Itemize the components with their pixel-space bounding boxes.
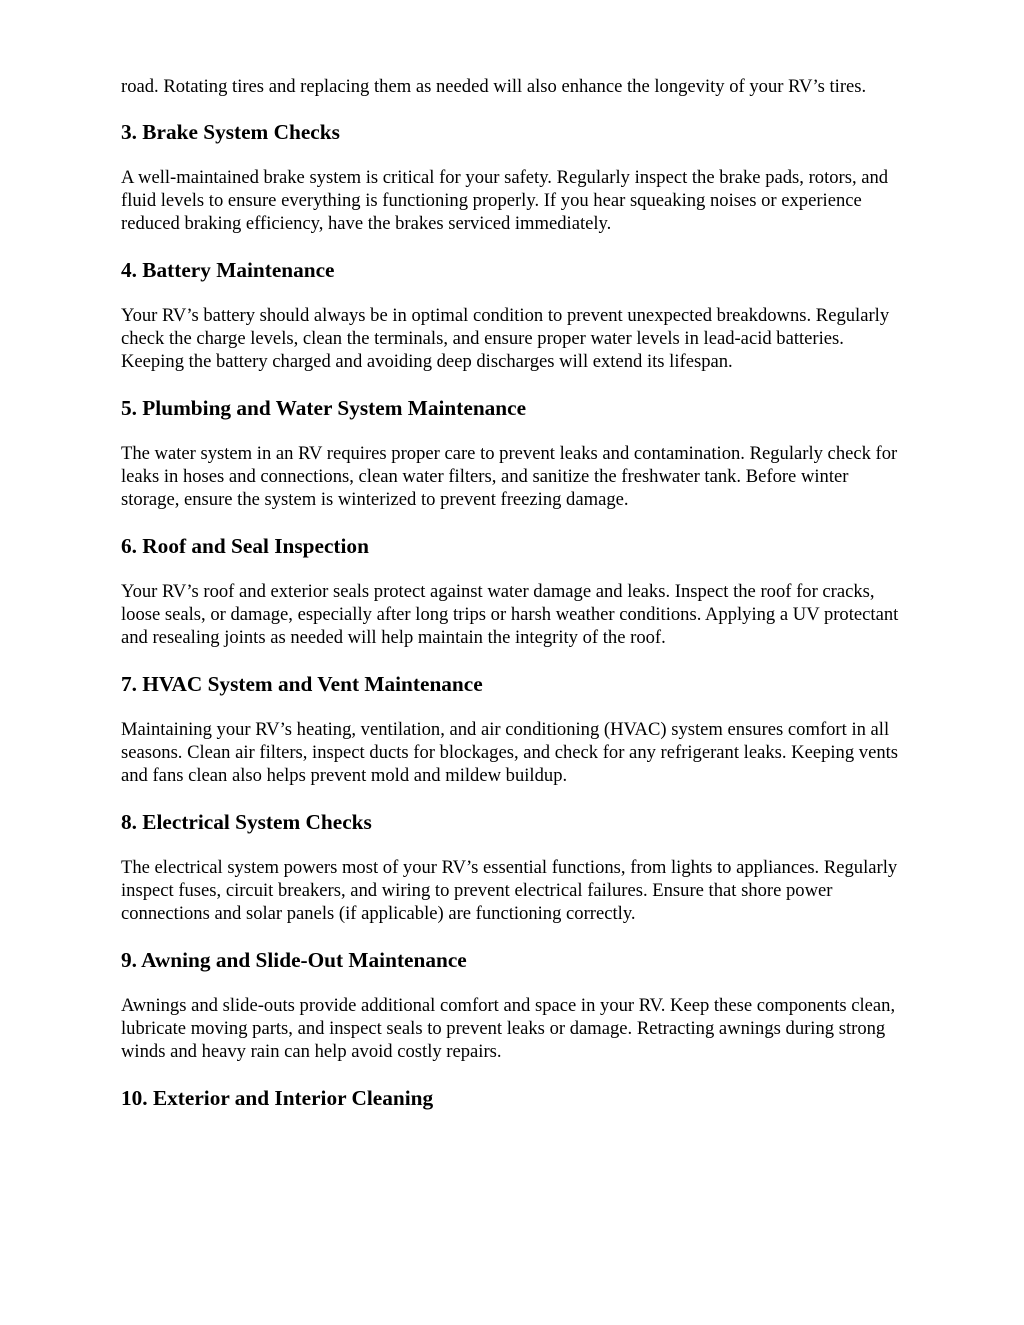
section-body: Maintaining your RV’s heating, ventilation, and air conditioning (HVAC) system ensures comfort in all seasons. Clean air filters, inspect ducts for blockages, and check for any refrigerant leaks. Keeping vents and fans clean also helps prevent mold and mildew buildup. [121,719,899,786]
section-brake-system [121,119,911,235]
section-heading: 9. Awning and Slide-Out Maintenance [121,948,467,972]
section-heading: 6. Roof and Seal Inspection [121,534,369,558]
section-plumbing [121,395,911,511]
section-body: Your RV’s roof and exterior seals protect against water damage and leaks. Inspect the roof for cracks, loose seals, or damage, especially after long trips or harsh weather conditions. Applying a UV protectant and resealing joints as needed will help maintain the integrity of the roof. [121,581,899,648]
section-roof [121,533,911,649]
section-awning [121,947,911,1063]
section-body: The water system in an RV requires proper care to prevent leaks and contamination. Regularly check for leaks in hoses and connections, clean water filters, and sanitize the freshwater tank. Before winter storage, ensure the system is winterized to prevent freezing damage. [121,443,898,510]
section-electrical [121,809,911,925]
section-heading: 8. Electrical System Checks [121,810,372,834]
section-heading: 3. Brake System Checks [121,120,340,144]
intro-paragraph: road. Rotating tires and replacing them as needed will also enhance the longevity of your RV’s tires. [121,76,867,97]
section-heading: 4. Battery Maintenance [121,258,335,282]
document-page [121,75,911,1132]
section-body: The electrical system powers most of your RV’s essential functions, from lights to appliances. Regularly inspect fuses, circuit breakers, and wiring to prevent electrical failures. Ensure that shore power connections and solar panels (if applicable) are functioning correctly. [121,857,898,924]
section-body: Your RV’s battery should always be in optimal condition to prevent unexpected breakdowns. Regularly check the charge levels, clean the terminals, and ensure proper water levels in lead-acid batteries. Keeping the battery charged and avoiding deep discharges will extend its lifespan. [121,305,890,372]
section-hvac [121,671,911,787]
section-cleaning [121,1085,911,1111]
section-heading: 7. HVAC System and Vent Maintenance [121,672,483,696]
section-heading: 5. Plumbing and Water System Maintenance [121,396,527,420]
section-body: A well-maintained brake system is critical for your safety. Regularly inspect the brake pads, rotors, and fluid levels to ensure everything is functioning properly. If you hear squeaking noises or experience reduced braking efficiency, have the brakes serviced immediately. [121,167,889,234]
section-body: Awnings and slide-outs provide additional comfort and space in your RV. Keep these components clean, lubricate moving parts, and inspect seals to prevent leaks or damage. Retracting awnings during strong winds and heavy rain can help avoid costly repairs. [121,995,896,1062]
section-battery [121,257,911,373]
section-heading: 10. Exterior and Interior Cleaning [121,1086,434,1110]
